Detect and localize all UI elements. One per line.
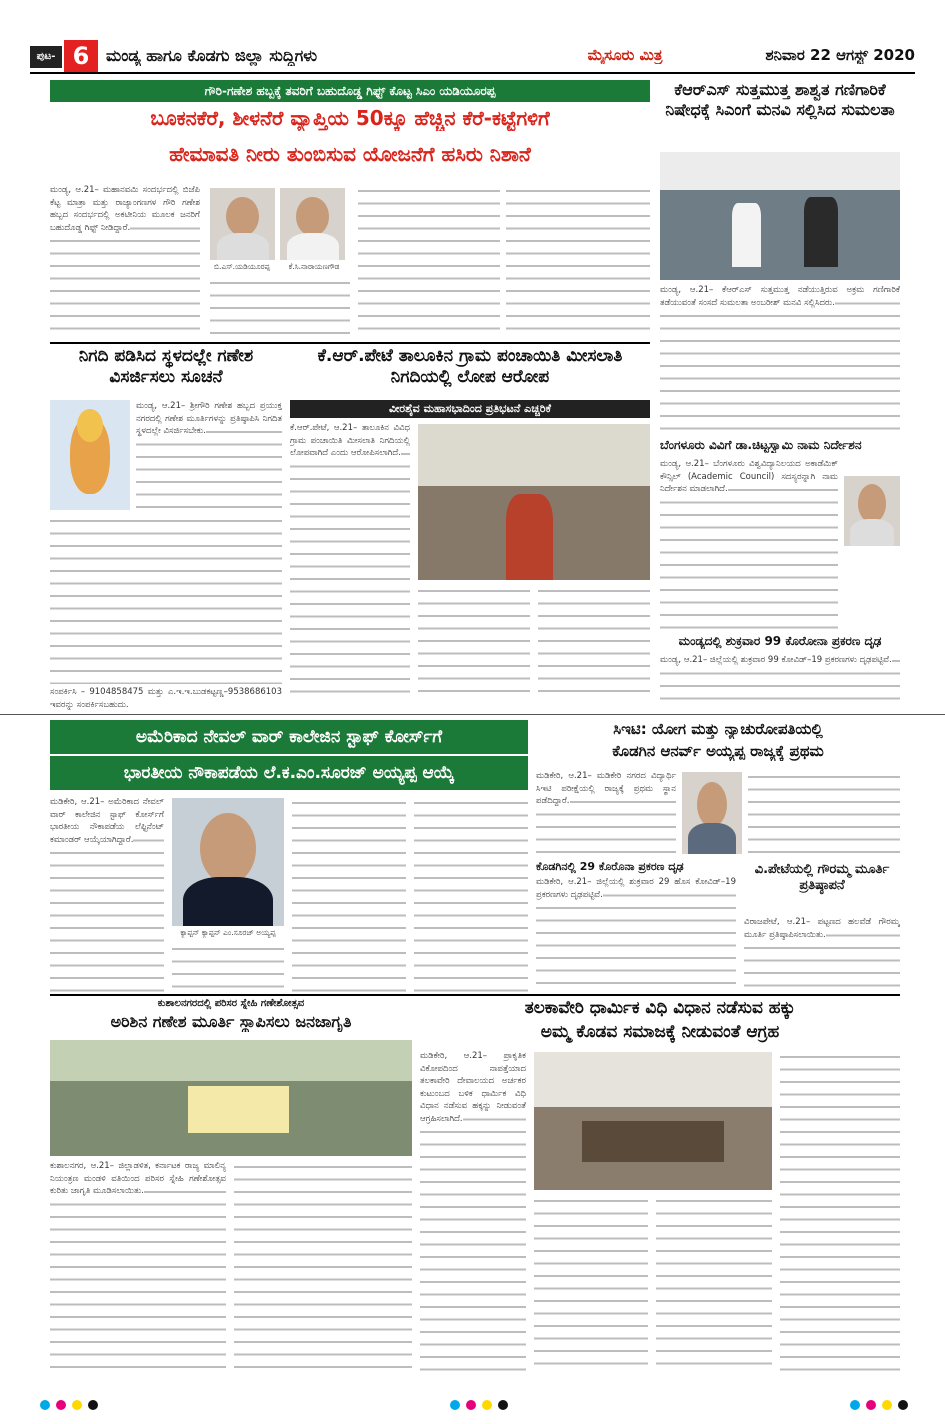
navy-body-col2 [172,942,284,992]
registration-marks-center [450,1400,510,1412]
suraj-face [200,813,256,883]
page-label: ಪುಟ- [30,46,62,68]
ganesha-headline: ನಿಗದಿ ಪಡಿಸಿದ ಸ್ಥಳದಲ್ಲೇ ಗಣೇಶ ವಿಸರ್ಜಿಸಲು ಸೂಚನೆ [78,346,254,388]
chittaswamy-photo [844,476,900,546]
registration-dot [56,1400,66,1410]
page-number: 6 [64,40,98,72]
aanarv-photo [682,772,742,854]
registration-dot [40,1400,50,1410]
lead-lede: ಮಂಡ್ಯ, ಆ.21– ಮಹಾನವಮಿ ಸಂದರ್ಭದಲ್ಲಿ ಬಿಜೆಪಿ ಕೆಟ್ಟ ಮಾತ್ರಾ ಮತ್ತು ರಾಜ್ಯಾಂಗಣಗಳ ಗೌರಿ ಗಣೇಶ ಹಬ್ಬದ ಸಂದರ್ಭದಲ್ಲಿ ಅಕಟೀನಿಯ ಮೂಲಕ ಜನರಿಗೆ ಬಹುದೊಡ್ಡ ಗಿಫ್ಟ್ ನೀಡಿದ್ದಾರೆ. [50,185,200,233]
panchayat-body-col1 [290,422,410,702]
vv-headline: ಬೆಂಗಳೂರು ವಿವಿಗೆ ಡಾ.ಚಿಟ್ಟಸ್ವಾಮಿ ನಾಮ ನಿರ್ದೇಶನ [660,438,862,452]
sumalatha-photo [660,152,900,280]
registration-dot [882,1400,892,1410]
issue-date: ಶನಿವಾರ 22 ಆಗಸ್ಟ್ 2020 [765,46,915,64]
covid-kodagu-headline: ಕೊಡಗಿನಲ್ಲಿ 29 ಕೊರೊನಾ ಪ್ರಕರಣ ದೃಢ [536,860,684,873]
navy-body-col1 [50,796,164,992]
krs-lede: ಮಂಡ್ಯ, ಆ.21– ಕೆಆರ್‌ಎಸ್ ಸುತ್ತಮುತ್ತ ನಡೆಯುತ್ತಿರುವ ಅಕ್ರಮ ಗಣಿಗಾರಿಕೆ ತಡೆಯುವಂತೆ ಸಂಸದೆ ಸುಮಲತಾ ಅಂಬರೀಶ್ ಮನವಿ ಸಲ್ಲಿಸಿದರು. [660,285,900,308]
panchayat-body-col2 [418,584,530,702]
talacauvery-body-col1 [420,1050,526,1374]
vv-body [660,458,838,630]
office-wall [534,1052,772,1107]
navy-body-col4 [414,796,528,992]
narayanagowda-body [287,233,339,260]
person-figure [804,197,838,267]
lead-headline-line2: ಹೇಮಾವತಿ ನೀರು ತುಂಬಿಸುವ ಯೋಜನೆಗೆ ಹಸಿರು ನಿಶಾನೆ [169,142,531,166]
panchayat-headline: ಕೆ.ಆರ್.ಪೇಟೆ ತಾಲೂಕಿನ ಗ್ರಾಮ ಪಂಚಾಯಿತಿ ಮೀಸಲಾತಿ ನಿಗದಿಯಲ್ಲಿ ಲೋಪ ಆರೋಪ [317,346,623,388]
registration-dot [482,1400,492,1410]
narayanagowda-photo [280,188,345,260]
covid-mandya-headline: ಮಂಡ್ಯದಲ್ಲಿ ಶುಕ್ರವಾರ 99 ಕೊರೋನಾ ಪ್ರಕರಣ ದೃಢ [678,634,882,648]
registration-dot [850,1400,860,1410]
awareness-banner [188,1086,289,1132]
chittaswamy-body [850,519,895,546]
aanarv-body [688,823,736,854]
banner-backdrop [660,152,900,190]
newspaper-name: ಮೈಸೂರು ಮಿತ್ರ [587,46,663,64]
aanarv-face [697,782,727,827]
turmeric-lede: ಕುಶಾಲನಗರ, ಆ.21– ಜಿಲ್ಲಾಡಳಿತ, ಕರ್ನಾಟಕ ರಾಜ್ಯ ಮಾಲಿನ್ಯ ನಿಯಂತ್ರಣ ಮಂಡಳಿ ವತಿಯಿಂದ ಪರಿಸರ ಸ್ನೇಹಿ ಗಣೇಶೋತ್ಸವ ಕುರಿತು ಜಾಗೃತಿ ಮೂಡಿಸಲಾಯಿತು. [50,1161,226,1196]
section-divider [50,994,900,996]
suraj-caption: ಕ್ಯಾಪ್ಟನ್ ಕ್ಯಾಪ್ಟನ್ ಎಂ.ಸೂರಜ್ ಅಯ್ಯಪ್ಪ [180,928,276,937]
talacauvery-headline-line1: ತಲಕಾವೇರಿ ಧಾರ್ಮಿಕ ವಿಧಿ ವಿಧಾನ ನಡೆಸುವ ಹಕ್ಕು [524,998,796,1018]
section-title: ಮಂಡ್ಯ ಹಾಗೂ ಕೊಡಗು ಜಿಲ್ಲಾ ಸುದ್ದಿಗಳು [106,46,318,65]
yediyurappa-photo [210,188,275,260]
turmeric-event-photo [50,1040,412,1156]
lead-body-col1 [50,184,200,340]
covid-mandya-body [660,654,900,710]
yediyurappa-face [226,197,259,237]
registration-marks-left [40,1400,100,1412]
ganesha-lede: ಮಂಡ್ಯ, ಆ.21– ಶ್ರೀಗೌರಿ ಗಣೇಶ ಹಬ್ಬದ ಪ್ರಯುಕ್ತ ನಗರದಲ್ಲಿ ಗಣೇಶ ಮೂರ್ತಿಗಳನ್ನು ಪ್ರತಿಷ್ಠಾಪಿಸಿ ನಿಗದಿತ ಸ್ಥಳದಲ್ಲೇ ವಿಸರ್ಜಿಸಬೇಕು. [136,401,282,436]
cet-headline-line1: ಸಿಇಟಿ: ಯೋಗ ಮತ್ತು ನ್ಯಾಚುರೋಪತಿಯಲ್ಲಿ [613,720,823,738]
covid-mandya-lede: ಮಂಡ್ಯ, ಆ.21– ಜಿಲ್ಲೆಯಲ್ಲಿ ಶುಕ್ರವಾರ 99 ಕೋವಿಡ್–19 ಪ್ರಕರಣಗಳು ದೃಢಪಟ್ಟಿವೆ. [660,655,892,665]
panchayat-protest-photo [418,424,650,580]
turmeric-body-col2 [234,1160,412,1374]
ganesha-idol-photo [50,400,130,510]
lead-body-col2 [210,276,350,340]
fold-divider [0,714,945,715]
vv-lede: ಮಂಡ್ಯ, ಆ.21– ಬೆಂಗಳೂರು ವಿಶ್ವವಿದ್ಯಾನಿಲಯದ ಅಕಾಡೆಮಿಕ್ ಕೌನ್ಸಿಲ್ (Academic Council) ಸದಸ್ಯರನ್ನಾಗಿ ನಾಮ ನಿರ್ದೇಶನ ಮಾಡಲಾಗಿದೆ. [660,459,838,494]
person-figure [732,203,761,267]
cet-body-col2 [748,770,900,856]
registration-dot [866,1400,876,1410]
talacauvery-meeting-photo [534,1052,772,1190]
registration-dot [498,1400,508,1410]
talacauvery-body-col2 [534,1194,648,1374]
talacauvery-headline-line2: ಅಮ್ಮ ಕೊಡವ ಸಮಾಜಕ್ಕೆ ನೀಡುವಂತೆ ಆಗ್ರಹ [540,1022,780,1042]
lead-headline-line1: ಬೂಕನಕೆರೆ, ಶೀಳನೆರೆ ವ್ಯಾಪ್ತಿಯ 50ಕ್ಕೂ ಹೆಚ್ಚಿನ ಕೆರೆ-ಕಟ್ಟೆಗಳಿಗೆ [150,106,550,130]
gowramma-headline: ವಿ.ಪೇಟೆಯಲ್ಲಿ ಗೌರಮ್ಮ ಮೂರ್ತಿ ಪ್ರತಿಷ್ಠಾಪನೆ [754,862,890,894]
ganesha-contact: ಸಂಪರ್ಕಿಸಿ – 9104858475 ಮತ್ತು ಎ.ಇ.ಇ.ಬುಡಕಟ್ಟಣ್ಣ–9538686103 ಇವರನ್ನು ಸಂಪರ್ಕಿಸಬಹುದು. [50,687,282,710]
ganesha-idol-head [77,409,103,442]
navy-lede: ಮಡಿಕೇರಿ, ಆ.21– ಅಮೆರಿಕಾದ ನೇವಲ್ ವಾರ್ ಕಾಲೇಜಿನ ಸ್ಟಾಫ್ ಕೋರ್ಸ್‌ಗೆ ಭಾರತೀಯ ನೌಕಾಪಡೆಯ ಲೆಫ್ಟಿನೆಂಟ್ ಕಮಾಂಡರ್ ಆಯ್ಕೆಯಾಗಿದ್ದಾರೆ. [50,797,164,845]
cet-body-col1 [536,770,676,856]
chittaswamy-face [858,484,886,523]
office-desk [582,1121,725,1162]
yediyurappa-caption: ಬಿ.ಎಸ್.ಯಡಿಯೂರಪ್ಪ [214,262,270,271]
ganesha-body-cont [50,514,282,684]
suraj-uniform [183,877,273,926]
krs-headline: ಕೆಆರ್‌ಎಸ್ ಸುತ್ತಮುತ್ತ ಶಾಶ್ವತ ಗಣಿಗಾರಿಕೆ ನಿಷೇಧಕ್ಕೆ ಸಿಎಂಗೆ ಮನವಿ ಸಲ್ಲಿಸಿದ ಸುಮಲತಾ [665,80,895,119]
covid-kodagu-lede: ಮಡಿಕೇರಿ, ಆ.21– ಜಿಲ್ಲೆಯಲ್ಲಿ ಶುಕ್ರವಾರ 29 ಹೊಸ ಕೋವಿಡ್–19 ಪ್ರಕರಣಗಳು ದೃಢಪಟ್ಟಿವೆ. [536,877,736,900]
yediyurappa-body [217,233,269,260]
registration-marks-right [850,1400,910,1412]
turmeric-body-col1 [50,1160,226,1374]
talacauvery-body-col3 [656,1194,772,1374]
person-figure [506,494,552,580]
navy-headline-line1: ಅಮೆರಿಕಾದ ನೇವಲ್ ವಾರ್ ಕಾಲೇಜಿನ ಸ್ಟಾಫ್ ಕೋರ್ಸ್‌ಗೆ [50,720,528,754]
registration-dot [898,1400,908,1410]
registration-dot [466,1400,476,1410]
ganesha-body [136,400,282,510]
lead-body-col3 [358,184,500,340]
wall-backdrop [418,424,650,486]
navy-headline-line2: ಭಾರತೀಯ ನೌಕಾಪಡೆಯ ಲೆ.ಕ.ಎಂ.ಸೂರಜ್ ಅಯ್ಯಪ್ಪ ಆಯ್ಕೆ [50,756,528,790]
narayanagowda-caption: ಕೆ.ಸಿ.ನಾರಾಯಣಗೌಡ [288,262,340,271]
gowramma-lede: ವಿರಾಜಪೇಟೆ, ಆ.21– ಪಟ್ಟಣದ ಹಲವೆಡೆ ಗೌರಮ್ಮ ಮೂರ್ತಿ ಪ್ರತಿಷ್ಠಾಪಿಸಲಾಯಿತು. [744,917,900,940]
panchayat-body-col3 [538,584,650,702]
panchayat-subhead: ವೀರಶೈವ ಮಹಾಸಭಾದಿಂದ ಪ್ರತಿಭಟನೆ ಎಚ್ಚರಿಕೆ [290,400,650,418]
lead-kicker: ಗೌರಿ-ಗಣೇಶ ಹಬ್ಬಕ್ಕೆ ತವರಿಗೆ ಬಹುದೊಡ್ಡ ಗಿಫ್ಟ್ ಕೊಟ್ಟ ಸಿಎಂ ಯಡಿಯೂರಪ್ಪ [50,80,650,102]
cet-headline-line2: ಕೊಡಗಿನ ಆನರ್ವ್ ಅಯ್ಯಪ್ಪ ರಾಜ್ಯಕ್ಕೆ ಪ್ರಥಮ [612,742,824,760]
krs-body [660,284,900,434]
cet-lede: ಮಡಿಕೇರಿ, ಆ.21– ಮಡಿಕೇರಿ ನಗರದ ವಿದ್ಯಾರ್ಥಿ ಸಿಇಟಿ ಪರೀಕ್ಷೆಯಲ್ಲಿ ರಾಜ್ಯಕ್ಕೆ ಪ್ರಥಮ ಸ್ಥಾನ ಪಡೆದಿದ್ದಾರೆ. [536,771,676,806]
registration-dot [450,1400,460,1410]
registration-dot [88,1400,98,1410]
turmeric-headline: ಅರಿಶಿನ ಗಣೇಶ ಮೂರ್ತಿ ಸ್ಥಾಪಿಸಲು ಜನಜಾಗೃತಿ [110,1012,352,1031]
talacauvery-lede: ಮಡಿಕೇರಿ, ಆ.21– ಪ್ರಾಕೃತಿಕ ವಿಕೋಪದಿಂದ ನಾಪತ್ತೆಯಾದ ತಲಕಾವೇರಿ ದೇವಾಲಯದ ಅರ್ಚಕರ ಕುಟುಂಬದ ಬಳಿಕ ಧಾರ್ಮಿಕ ವಿಧಿ ವಿಧಾನ ನಡೆಸುವ ಹಕ್ಕನ್ನು ನೀಡುವಂತೆ ಆಗ್ರಹಿಸಲಾಗಿದೆ. [420,1051,526,1124]
page-masthead [30,40,915,74]
navy-body-col3 [292,796,406,992]
lead-body-col4 [506,184,650,340]
registration-dot [72,1400,82,1410]
suraj-ayyappa-photo [172,798,284,926]
section-divider [50,342,650,344]
covid-kodagu-body [536,876,736,992]
turmeric-kicker: ಕುಶಾಲನಗರದಲ್ಲಿ ಪರಿಸರ ಸ್ನೇಹಿ ಗಣೇಶೋತ್ಸವ [157,998,305,1009]
trees-backdrop [50,1040,412,1081]
narayanagowda-face [296,197,329,237]
gowramma-body [744,916,900,992]
talacauvery-body-col4 [780,1050,900,1374]
panchayat-lede: ಕೆ.ಆರ್.ಪೇಟೆ, ಆ.21– ತಾಲೂಕಿನ ವಿವಿಧ ಗ್ರಾಮ ಪಂಚಾಯಿತಿ ಮೀಸಲಾತಿ ನಿಗದಿಯಲ್ಲಿ ಲೋಪವಾಗಿದೆ ಎಂದು ಆರೋಪಿಸಲಾಗಿದೆ. [290,423,410,458]
